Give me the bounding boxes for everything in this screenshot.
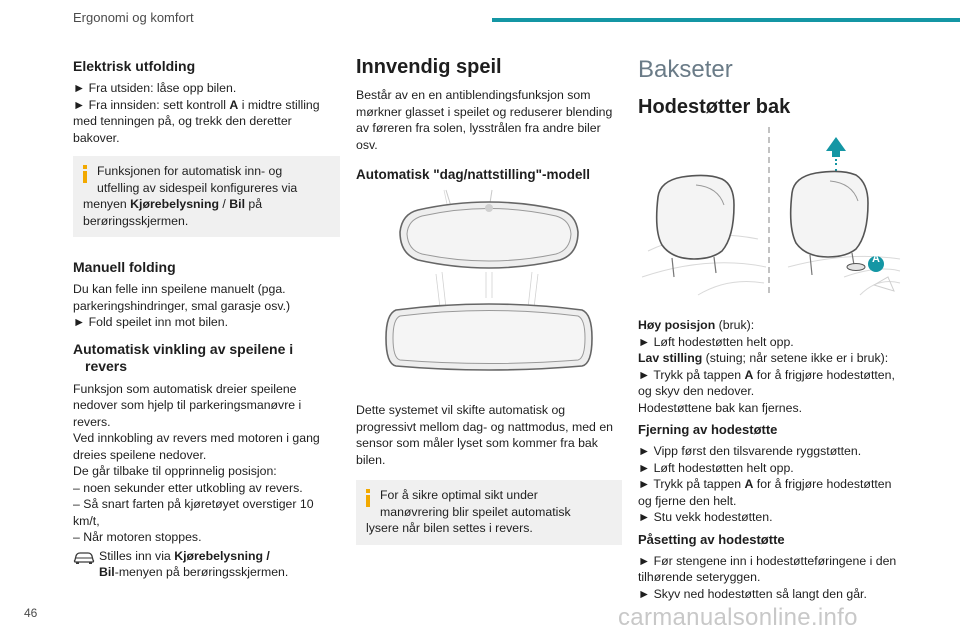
text-line: dreies speilene nedover.	[73, 447, 207, 462]
heading-auto-day-night: Automatisk "dag/nattstilling"-modell	[356, 167, 591, 182]
column-2	[356, 52, 622, 545]
car-settings-note	[73, 548, 340, 581]
heading-auto-tilt-reverse: Automatisk vinkling av speilene i revers	[73, 340, 294, 374]
text-line: Ved innkobling av revers med motoren i gang	[73, 431, 320, 445]
manual-folding-text	[73, 281, 340, 331]
text-line: nedover som hjelp til parkeringsmanøvre i	[73, 398, 302, 412]
headrest-illustration	[638, 127, 904, 307]
text-line: parkeringshindringer, smal garasje osv.)	[73, 298, 291, 313]
heading-rear-headrests: Hodestøtter bak	[638, 96, 791, 118]
heading-electric-unfolding: Elektrisk utfolding	[73, 58, 196, 74]
info-note	[73, 156, 340, 237]
text-line: mørkner glasset i speilet og reduserer blending	[356, 104, 613, 119]
text-line: lysere når bilen settes i revers.	[366, 521, 533, 535]
mirror-illustration	[356, 188, 622, 388]
text-line: ► Fra innsiden: sett kontroll A i midtre stilling	[73, 97, 320, 112]
text-line: ► Skyv ned hodestøtten så langt den går.	[638, 586, 867, 601]
text-line: bilen.	[356, 452, 386, 467]
info-note	[356, 480, 622, 545]
text-line: sensor som måler lyset som kommer fra bak	[356, 436, 598, 450]
text-line: berøringsskjermen.	[83, 213, 189, 228]
text-line: – Så snart farten på kjøretøyet overstiger 10	[73, 497, 314, 511]
text-line: ► Vipp først den tilsvarende ryggstøtten.	[638, 444, 862, 458]
electric-unfolding-text	[73, 80, 340, 146]
text-line: og fjerne den helt.	[638, 493, 737, 508]
section-header-title: Ergonomi og komfort	[73, 10, 194, 25]
text-line: osv.	[356, 137, 378, 152]
car-icon	[73, 551, 95, 565]
text-line: – noen sekunder etter utkobling av revers.	[73, 480, 303, 495]
text-line: revers.	[73, 414, 111, 429]
text-line: utfelling av sidespeil konfigureres via	[97, 180, 298, 195]
text-line: Du kan felle inn speilene manuelt (pga.	[73, 282, 286, 296]
page-number: 46	[24, 606, 38, 620]
info-note-icon	[365, 489, 371, 505]
heading-manual-folding: Manuell folding	[73, 259, 176, 275]
text-line: ► Trykk på tappen A for å frigjøre hodestøtten	[638, 477, 892, 491]
text-line: ► Trykk på tappen A for å frigjøre hodestøtten,	[638, 367, 895, 382]
text-line: – Når motoren stoppes.	[73, 530, 202, 544]
text-line: og skyv den nedover.	[638, 384, 755, 398]
text-line: ► Fold speilet inn mot bilen.	[73, 315, 229, 329]
day-night-text	[356, 402, 622, 468]
column-3	[638, 52, 904, 602]
text-line: ► Løft hodestøtten helt opp.	[638, 334, 794, 349]
text-line: av føreren fra solen, lysstrålen fra andre biler	[356, 121, 601, 135]
column-1	[73, 52, 340, 581]
section-heading-rear-seats: Bakseter	[638, 56, 733, 83]
interior-mirror-text	[356, 87, 622, 153]
info-note-icon	[82, 165, 88, 181]
text-line: Dette systemet vil skifte automatisk og	[356, 403, 566, 417]
text-line: ► Før stengene inn i hodestøtteføringene i den	[638, 553, 897, 568]
fitting-headrest-text	[638, 553, 904, 603]
text-line: Består av en en antiblendingsfunksjon som	[356, 88, 591, 102]
arrow-up-icon	[826, 137, 846, 157]
heading-interior-mirror: Innvendig speil	[356, 56, 502, 78]
headrest-positions-text	[638, 317, 904, 416]
text-line: De går tilbake til opprinnelig posisjon:	[73, 464, 277, 478]
text-line: Bil-menyen på berøringsskjermen.	[99, 565, 289, 579]
removing-headrest-text	[638, 443, 904, 526]
text-line: bakover.	[73, 130, 120, 145]
text-line: ► Løft hodestøtten helt opp.	[638, 460, 794, 475]
header-accent-bar	[492, 18, 960, 22]
text-line: km/t,	[73, 513, 100, 528]
text-line: Høy posisjon (bruk):	[638, 318, 755, 332]
text-line: Stilles inn via Kjørebelysning /	[99, 548, 270, 563]
text-line: Funksjonen for automatisk inn- og	[97, 164, 283, 178]
text-line: Hodestøttene bak kan fjernes.	[638, 400, 803, 415]
text-line: For å sikre optimal sikt under	[380, 488, 538, 502]
text-line: manøvrering blir speilet automatisk	[380, 504, 571, 519]
auto-tilt-text	[73, 381, 340, 546]
text-line: tilhørende seteryggen.	[638, 570, 761, 584]
heading-removing-headrest: Fjerning av hodestøtte	[638, 422, 778, 437]
text-line: menyen Kjørebelysning / Bil på	[83, 197, 263, 211]
text-line: Lav stilling (stuing; når setene ikke er i bruk):	[638, 351, 889, 365]
text-line: ► Stu vekk hodestøtten.	[638, 510, 773, 524]
figure-label-a: A	[872, 253, 880, 265]
text-line: Funksjon som automatisk dreier speilene	[73, 381, 297, 396]
watermark: carmanualsonline.info	[618, 604, 858, 631]
heading-fitting-headrest: Påsetting av hodestøtte	[638, 531, 785, 547]
text-line: progressivt mellom dag- og nattmodus, med en	[356, 419, 613, 434]
text-line: ► Fra utsiden: låse opp bilen.	[73, 81, 237, 95]
text-line: med tenningen på, og trekk den deretter	[73, 114, 292, 128]
